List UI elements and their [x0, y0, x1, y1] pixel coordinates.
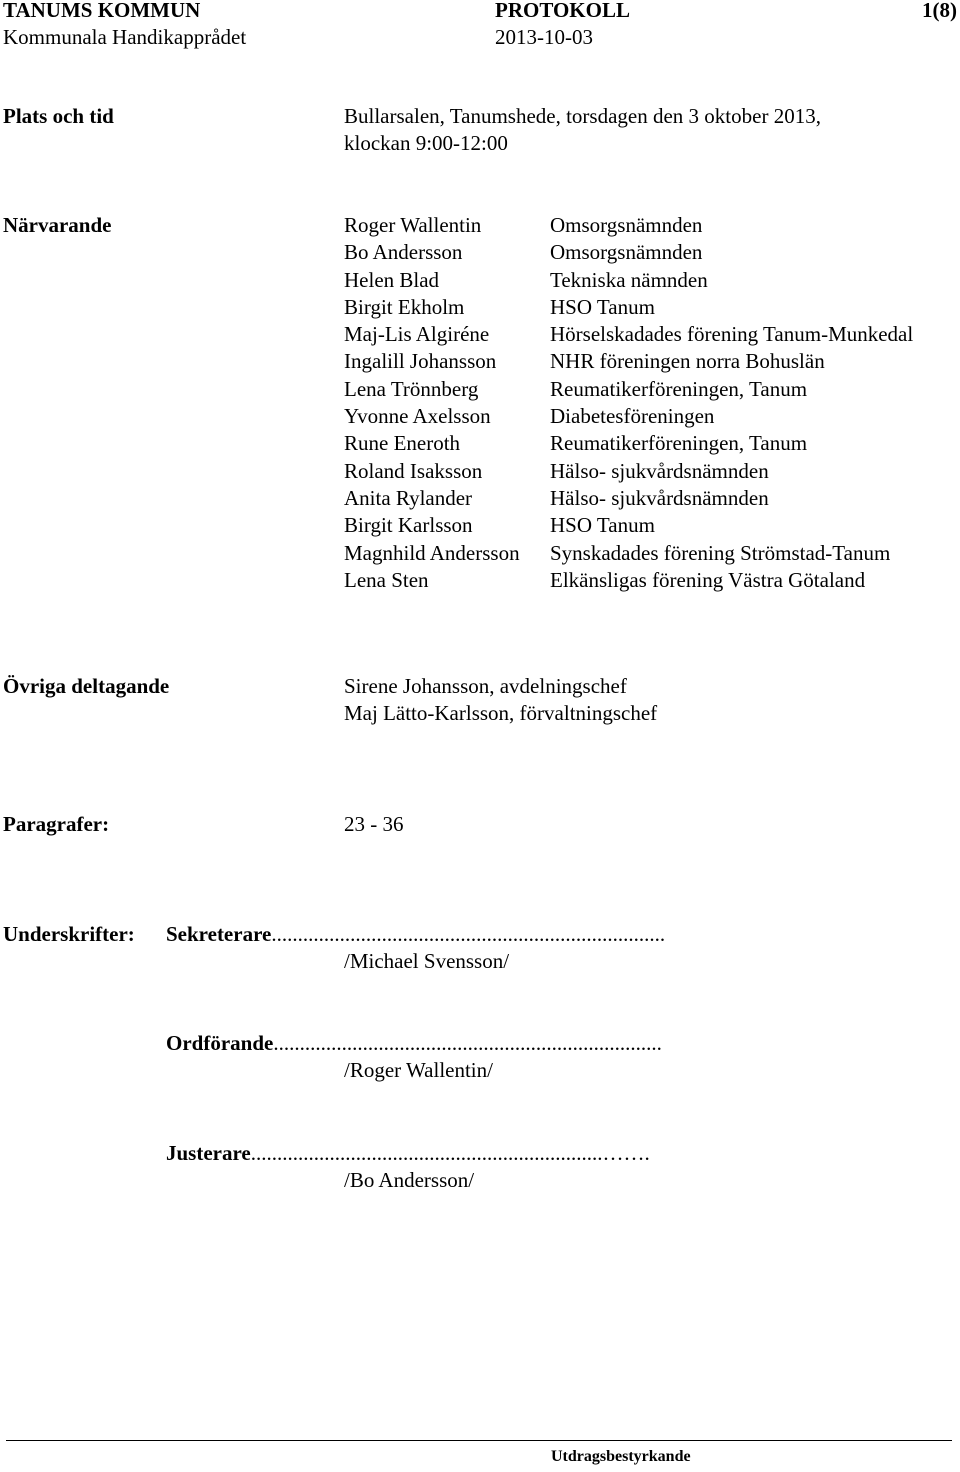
attendee-name: Anita Rylander: [344, 485, 473, 510]
attendee-row: [344, 485, 913, 512]
header-page-number: 1(8): [922, 0, 957, 22]
attendee-row: [344, 348, 913, 375]
ovriga-line-1: Sirene Johansson, avdelningschef: [344, 674, 627, 698]
paragrafer-value: 23 - 36: [344, 812, 404, 836]
signature-line-ordforande: [166, 1030, 662, 1057]
attendee-row: [344, 239, 913, 266]
signature-line-sekreterare: [166, 921, 665, 948]
plats-line-2: klockan 9:00-12:00: [344, 131, 508, 155]
attendee-name: Lena Sten: [344, 567, 429, 592]
signature-role: Justerare: [166, 1141, 251, 1165]
attendee-row: [344, 321, 913, 348]
plats-line-1: Bullarsalen, Tanumshede, torsdagen den 3 oktober 2013,: [344, 104, 821, 128]
signature-role: Sekreterare: [166, 922, 272, 946]
attendee-name: Lena Trönnberg: [344, 376, 479, 401]
attendee-row: [344, 376, 913, 403]
attendee-organization: Synskadades förening Strömstad-Tanum: [550, 540, 891, 565]
attendee-name: Ingalill Johansson: [344, 349, 497, 374]
attendee-row: [344, 430, 913, 457]
attendee-organization: Omsorgsnämnden: [550, 213, 703, 237]
attendee-row: [344, 512, 913, 539]
attendee-organization: Hälso- sjukvårdsnämnden: [550, 458, 769, 483]
attendee-organization: Elkänsligas förening Västra Götaland: [550, 567, 866, 592]
attendee-name: Helen Blad: [344, 267, 440, 292]
attendee-organization: Reumatikerföreningen, Tanum: [550, 376, 808, 401]
ovriga-list: [344, 673, 657, 727]
attendee-organization: HSO Tanum: [550, 294, 655, 319]
attendee-name: Birgit Karlsson: [344, 513, 473, 538]
signature-dots: ...................................................................…….: [250, 1141, 650, 1165]
header-doc-type: PROTOKOLL: [495, 0, 630, 22]
attendee-row: [344, 403, 913, 430]
underskrifter-label: Underskrifter:: [3, 922, 135, 946]
attendee-row: [344, 212, 913, 239]
plats-value: [344, 103, 904, 157]
signature-role: Ordförande: [166, 1031, 274, 1055]
ovriga-line-2: Maj Lätto-Karlsson, förvaltningschef: [344, 701, 658, 725]
header-date: 2013-10-03: [495, 25, 593, 49]
ovriga-label: Övriga deltagande: [3, 674, 170, 698]
plats-label: Plats och tid: [3, 104, 114, 128]
signature-name-ordforande: /Roger Wallentin/: [344, 1058, 493, 1082]
paragrafer-label: Paragrafer:: [3, 812, 110, 836]
attendee-list: [344, 212, 913, 594]
attendee-organization: HSO Tanum: [550, 513, 655, 538]
footer-text: Utdragsbestyrkande: [551, 1448, 691, 1465]
signature-dots: ..........................................................................: [273, 1031, 662, 1055]
attendee-row: [344, 458, 913, 485]
header-board: Kommunala Handikapprådet: [3, 25, 247, 49]
attendee-row: [344, 267, 913, 294]
attendee-name: Birgit Ekholm: [344, 294, 465, 319]
attendee-name: Roger Wallentin: [344, 213, 482, 237]
attendee-organization: NHR föreningen norra Bohuslän: [550, 349, 825, 374]
header-org: TANUMS KOMMUN: [3, 0, 201, 22]
attendee-name: Magnhild Andersson: [344, 540, 520, 565]
signature-name-sekreterare: /Michael Svensson/: [344, 949, 510, 973]
attendee-name: Maj-Lis Algiréne: [344, 322, 490, 347]
attendee-organization: Hälso- sjukvårdsnämnden: [550, 485, 769, 510]
attendee-name: Bo Andersson: [344, 240, 463, 265]
attendee-row: [344, 540, 913, 567]
attendee-organization: Reumatikerföreningen, Tanum: [550, 431, 808, 456]
attendee-name: Roland Isaksson: [344, 458, 483, 483]
attendee-row: [344, 294, 913, 321]
attendee-organization: Omsorgsnämnden: [550, 240, 703, 265]
attendee-name: Rune Eneroth: [344, 431, 461, 456]
attendee-organization: Hörselskadades förening Tanum-Munkedal: [550, 322, 914, 347]
narvarande-label: Närvarande: [3, 213, 112, 237]
footer-divider: [6, 1440, 952, 1441]
signature-dots: ...........................................................................: [271, 922, 666, 946]
attendee-row: [344, 567, 913, 594]
attendee-organization: Diabetesföreningen: [550, 404, 715, 429]
signature-line-justerare: [166, 1140, 650, 1167]
attendee-name: Yvonne Axelsson: [344, 404, 491, 429]
attendee-organization: Tekniska nämnden: [550, 267, 708, 292]
signature-name-justerare: /Bo Andersson/: [344, 1168, 475, 1192]
